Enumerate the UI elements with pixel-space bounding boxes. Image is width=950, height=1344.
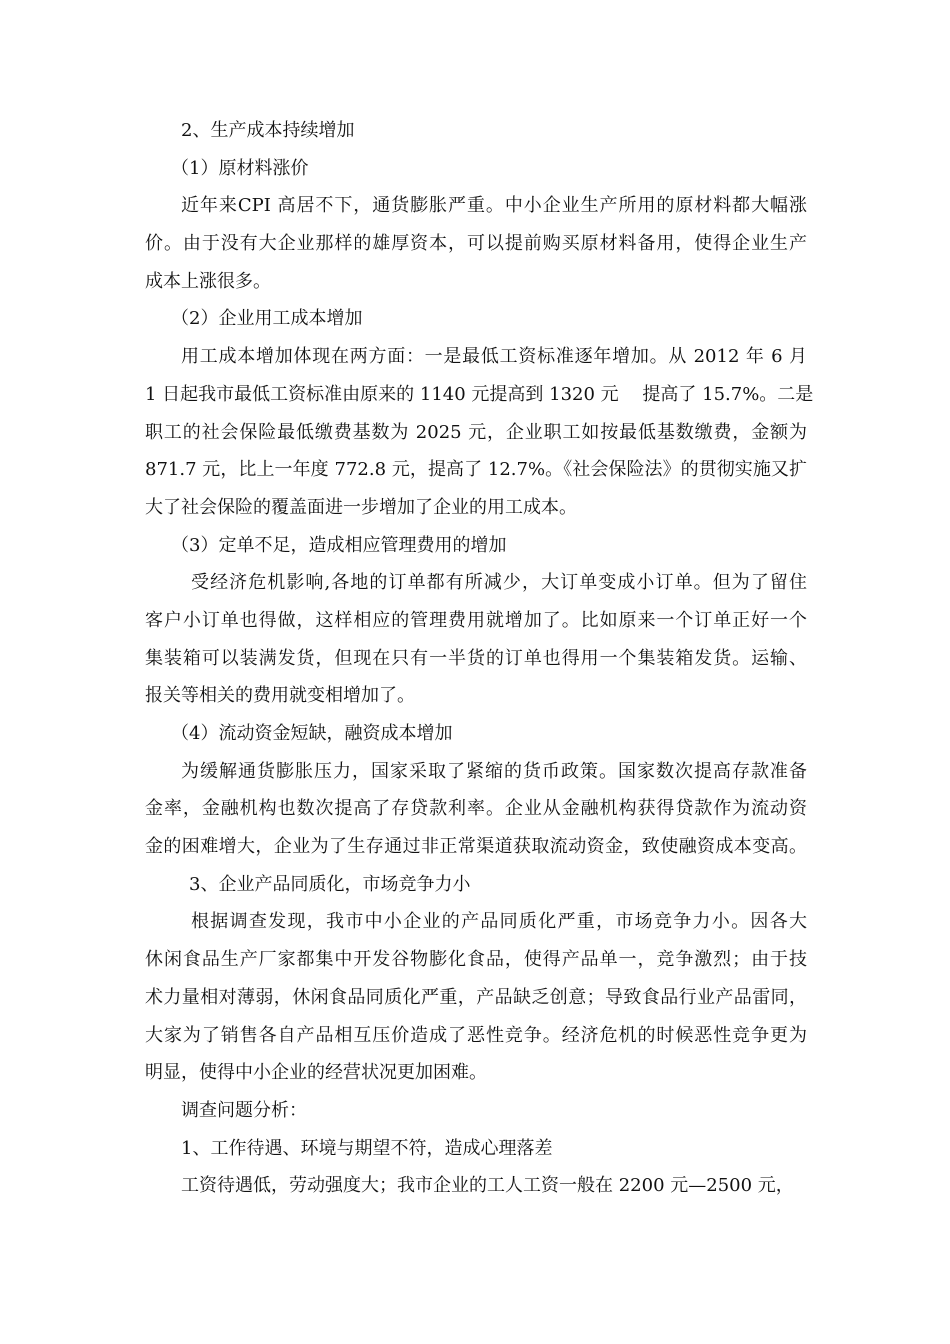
paragraph-line: 休闲食品生产厂家都集中开发谷物膨化食品，使得产品单一，竞争激烈；由于技 — [145, 949, 807, 971]
paragraph-line: 为缓解通货膨胀压力，国家采取了紧缩的货币政策。国家数次提高存款准备 — [181, 760, 807, 782]
paragraph-line: 成本上涨很多。 — [145, 270, 271, 292]
analysis-heading: 调查问题分析： — [181, 1099, 307, 1121]
paragraph-line: 职工的社会保险最低缴费基数为 2025 元，企业职工如按最低基数缴费，金额为 — [145, 421, 807, 443]
subsection-heading: （2）企业用工成本增加 — [171, 308, 363, 330]
paragraph-line: 集装箱可以装满发货，但现在只有一半货的订单也得用一个集装箱发货。运输、 — [145, 647, 807, 669]
subsection-heading: （4）流动资金短缺，融资成本增加 — [171, 723, 453, 744]
section-heading: 1、工作待遇、环境与期望不符，造成心理落差 — [181, 1137, 553, 1159]
paragraph-line: 报关等相关的费用就变相增加了。 — [145, 685, 415, 707]
paragraph-line: 近年来CPI 高居不下，通货膨胀严重。中小企业生产所用的原材料都大幅涨 — [181, 195, 807, 217]
subsection-heading: （3）定单不足，造成相应管理费用的增加 — [171, 534, 507, 556]
paragraph-line: 金率，金融机构也数次提高了存贷款利率。企业从金融机构获得贷款作为流动资 — [145, 798, 807, 820]
paragraph-line: 1 日起我市最低工资标准由原来的 1140 元提高到 1320 元 提高了 15.7%。二是 — [145, 383, 814, 405]
paragraph-line: 大家为了销售各自产品相互压价造成了恶性竞争。经济危机的时候恶性竞争更为 — [145, 1024, 807, 1046]
paragraph-line: 受经济危机影响,各地的订单都有所减少，大订单变成小订单。但为了留住 — [191, 572, 807, 594]
paragraph-line: 工资待遇低，劳动强度大；我市企业的工人工资一般在 2200 元—2500 元， — [181, 1175, 794, 1197]
paragraph-line: 价。由于没有大企业那样的雄厚资本，可以提前购买原材料备用，使得企业生产 — [145, 233, 807, 255]
paragraph-line: 术力量相对薄弱，休闲食品同质化严重，产品缺乏创意；导致食品行业产品雷同， — [145, 986, 807, 1008]
paragraph-line: 根据调查发现，我市中小企业的产品同质化严重，市场竞争力小。因各大 — [191, 911, 807, 933]
paragraph-line: 871.7 元，比上一年度 772.8 元，提高了 12.7%。《社会保险法》的贯彻实施又扩 — [145, 459, 807, 481]
subsection-heading: （1）原材料涨价 — [171, 157, 309, 179]
document-body — [145, 112, 814, 1205]
section-heading: 2、生产成本持续增加 — [181, 120, 355, 141]
paragraph-line: 客户小订单也得做，这样相应的管理费用就增加了。比如原来一个订单正好一个 — [145, 609, 807, 631]
paragraph-line: 大了社会保险的覆盖面进一步增加了企业的用工成本。 — [145, 496, 577, 518]
section-heading: 3、企业产品同质化，市场竞争力小 — [189, 873, 471, 895]
paragraph-line: 金的困难增大，企业为了生存通过非正常渠道获取流动资金，致使融资成本变高。 — [145, 836, 807, 858]
paragraph-line: 用工成本增加体现在两方面：一是最低工资标准逐年增加。从 2012 年 6 月 — [181, 346, 807, 368]
paragraph-line: 明显，使得中小企业的经营状况更加困难。 — [145, 1062, 487, 1084]
